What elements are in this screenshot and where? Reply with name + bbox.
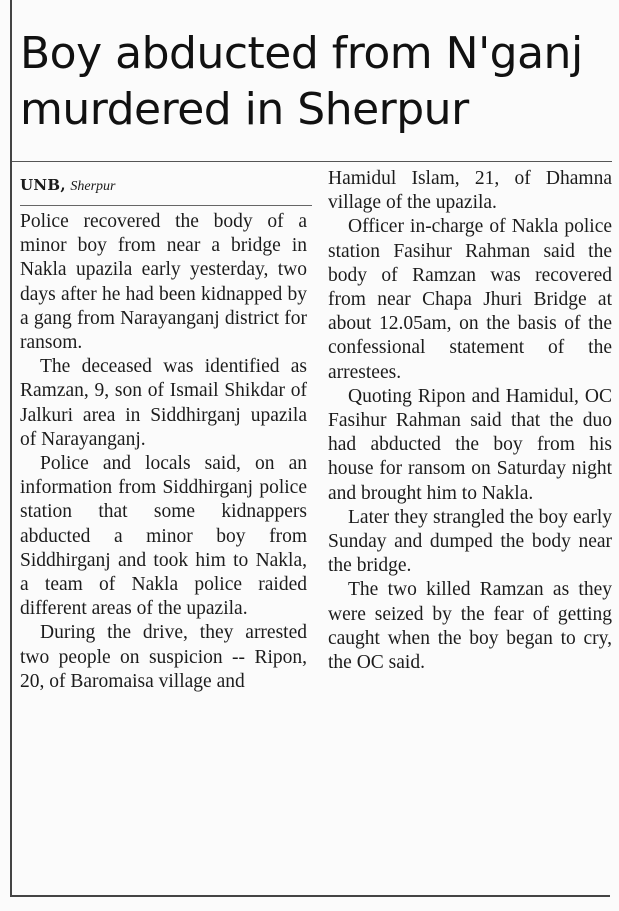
byline-place: Sherpur <box>70 179 116 194</box>
left-border-rule <box>10 0 12 896</box>
paragraph: The deceased was identified as Ramzan, 9, son of Ismail Shikdar of Jalkuri area in Siddhirganj upazila of Narayanganj. <box>20 356 307 450</box>
headline-line-1: Boy abducted from N'ganj <box>20 28 583 79</box>
paragraph: Quoting Ripon and Hamidul, OC Fasihur Rahman said that the duo had abducted the boy from his house for ransom on Saturday night and brought him to Nakla. <box>328 385 612 504</box>
paragraph: Hamidul Islam, 21, of Dhamna village of the upazila. <box>328 168 612 214</box>
paragraph: Officer in-charge of Nakla police station Fasihur Rahman said the body of Ramzan was recovered from near Chapa Jhuri Bridge at about 12.05am, on the basis of the confessional statement of the arrestees. <box>328 216 612 383</box>
paragraph: Police recovered the body of a minor boy from near a bridge in Nakla upazila early yesterday, two days after he had been kidnapped by a gang from Narayanganj district for ransom. <box>20 211 307 354</box>
bottom-border-rule <box>10 895 610 897</box>
article-column-right <box>328 167 612 675</box>
paragraph: During the drive, they arrested two people on suspicion -- Ripon, 20, of Baromaisa village and <box>20 622 307 692</box>
byline <box>20 176 115 196</box>
paragraph: Later they strangled the boy early Sunday and dumped the body near the bridge. <box>328 506 612 577</box>
byline-agency: UNB, <box>20 176 66 194</box>
headline-line-2: murdered in Sherpur <box>20 84 469 135</box>
headline <box>20 26 615 138</box>
paragraph: The two killed Ramzan as they were seized by the fear of getting caught when the boy began to cry, the OC said. <box>328 579 612 674</box>
article-column-left <box>20 210 307 694</box>
paragraph: Police and locals said, on an information from Siddhirganj police station that some kidnappers abducted a minor boy from Siddhirganj and took him to Nakla, a team of Nakla police raided different areas of the upazila. <box>20 453 307 620</box>
headline-divider <box>12 161 612 162</box>
byline-divider <box>20 205 312 206</box>
